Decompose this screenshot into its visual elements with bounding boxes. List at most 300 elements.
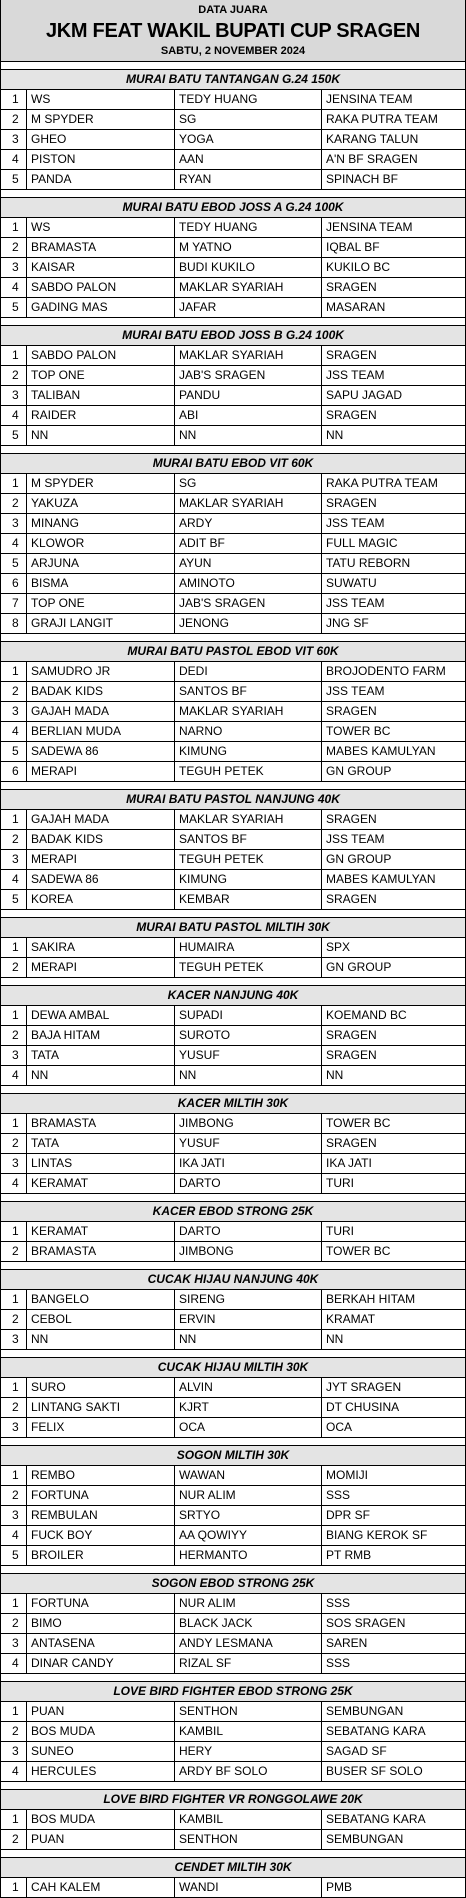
- bird-name-cell: BRAMASTA: [27, 1242, 175, 1261]
- team-cell: BIANG KEROK SF: [326, 1528, 428, 1542]
- rank-cell: 2: [1, 1486, 27, 1505]
- team-cell: MOMIJI: [326, 1468, 368, 1482]
- section-title: MURAI BATU PASTOL NANJUNG 40K: [1, 790, 465, 810]
- section-spacer: [1, 1674, 465, 1682]
- table-row: [1, 130, 465, 150]
- table-row: [1, 494, 465, 514]
- table-row: [1, 386, 465, 406]
- bird-name-cell: SABDO PALON: [27, 278, 175, 297]
- bird-name-cell: ARJUNA: [27, 554, 175, 573]
- rank-cell: 3: [1, 258, 27, 277]
- team-cell: A'N BF SRAGEN: [326, 152, 418, 166]
- owner-cell: RYAN: [175, 170, 322, 189]
- rank-cell: 2: [1, 830, 27, 849]
- table-row: [1, 426, 465, 446]
- rank-cell: 5: [1, 298, 27, 317]
- bird-name-cell: ANTASENA: [27, 1634, 175, 1653]
- bird-name-cell: KERAMAT: [27, 1222, 175, 1241]
- owner-cell: JAFAR: [175, 298, 322, 317]
- team-cell: PT RMB: [326, 1548, 372, 1562]
- owner-cell: SRTYO: [175, 1506, 322, 1525]
- table-row: [1, 722, 465, 742]
- owner-cell: WANDI: [175, 1878, 322, 1897]
- owner-cell: ARDY: [175, 514, 322, 533]
- bird-name-cell: FUCK BOY: [27, 1526, 175, 1545]
- bird-name-cell: TOP ONE: [27, 594, 175, 613]
- owner-cell: YOGA: [175, 130, 322, 149]
- owner-cell: AA QOWIYY: [175, 1526, 322, 1545]
- owner-cell: TEDY HUANG: [175, 218, 322, 237]
- table-row: [1, 890, 465, 910]
- team-cell: IQBAL BF: [326, 240, 380, 254]
- table-row: [1, 218, 465, 238]
- team-cell: JYT SRAGEN: [326, 1380, 402, 1394]
- section-spacer: [1, 782, 465, 790]
- table-row: [1, 1810, 465, 1830]
- rank-cell: 3: [1, 1046, 27, 1065]
- team-cell: BROJODENTO FARM: [326, 664, 446, 678]
- rank-cell: 2: [1, 1310, 27, 1329]
- team-cell: MABES KAMULYAN: [326, 744, 436, 758]
- owner-cell: ALVIN: [175, 1378, 322, 1397]
- team-cell: JSS TEAM: [326, 684, 385, 698]
- section-spacer: [1, 1350, 465, 1358]
- section-title: KACER EBOD STRONG 25K: [1, 1202, 465, 1222]
- rank-cell: 1: [1, 938, 27, 957]
- table-row: [1, 346, 465, 366]
- bird-name-cell: SAKIRA: [27, 938, 175, 957]
- table-row: [1, 810, 465, 830]
- table-row: [1, 1378, 465, 1398]
- owner-cell: DARTO: [175, 1222, 322, 1241]
- team-cell: SEBATANG KARA: [326, 1812, 426, 1826]
- team-cell: SAGAD SF: [326, 1744, 387, 1758]
- rank-cell: 1: [1, 1378, 27, 1397]
- bird-name-cell: M SPYDER: [27, 110, 175, 129]
- table-row: [1, 554, 465, 574]
- owner-cell: M YATNO: [175, 238, 322, 257]
- table-row: [1, 1174, 465, 1194]
- team-cell: PMB: [326, 1880, 353, 1894]
- owner-cell: HUMAIRA: [175, 938, 322, 957]
- team-cell: GN GROUP: [326, 852, 392, 866]
- rank-cell: 4: [1, 1174, 27, 1193]
- table-row: [1, 1466, 465, 1486]
- rank-cell: 5: [1, 554, 27, 573]
- rank-cell: 1: [1, 218, 27, 237]
- table-row: [1, 1330, 465, 1350]
- bird-name-cell: TATA: [27, 1134, 175, 1153]
- table-row: [1, 1722, 465, 1742]
- bird-name-cell: SADEWA 86: [27, 870, 175, 889]
- bird-name-cell: TALIBAN: [27, 386, 175, 405]
- rank-cell: 4: [1, 870, 27, 889]
- team-cell: SPX: [326, 940, 351, 954]
- owner-cell: JIMBONG: [175, 1242, 322, 1261]
- table-row: [1, 702, 465, 722]
- table-row: [1, 614, 465, 634]
- table-row: [1, 938, 465, 958]
- owner-cell: HERY: [175, 1742, 322, 1761]
- table-row: [1, 1154, 465, 1174]
- bird-name-cell: BIMO: [27, 1614, 175, 1633]
- table-row: [1, 1134, 465, 1154]
- table-row: [1, 870, 465, 890]
- bird-name-cell: GHEO: [27, 130, 175, 149]
- table-row: [1, 594, 465, 614]
- section-spacer: [1, 1086, 465, 1094]
- section-spacer: [1, 1850, 465, 1858]
- rank-cell: 5: [1, 890, 27, 909]
- team-cell: JENSINA TEAM: [326, 92, 413, 106]
- rank-cell: 4: [1, 1654, 27, 1673]
- owner-cell: SG: [175, 474, 322, 493]
- rank-cell: 5: [1, 426, 27, 445]
- team-cell: GN GROUP: [326, 960, 392, 974]
- table-row: [1, 1742, 465, 1762]
- rank-cell: 6: [1, 762, 27, 781]
- bird-name-cell: FORTUNA: [27, 1594, 175, 1613]
- rank-cell: 3: [1, 1742, 27, 1761]
- owner-cell: DEDI: [175, 662, 322, 681]
- owner-cell: NN: [175, 1066, 322, 1085]
- rank-cell: 1: [1, 1810, 27, 1829]
- bird-name-cell: BOS MUDA: [27, 1810, 175, 1829]
- rank-cell: 5: [1, 1546, 27, 1565]
- rank-cell: 1: [1, 1878, 27, 1897]
- section-title: KACER NANJUNG 40K: [1, 986, 465, 1006]
- bird-name-cell: MERAPI: [27, 762, 175, 781]
- owner-cell: IKA JATI: [175, 1154, 322, 1173]
- team-cell: JSS TEAM: [326, 368, 385, 382]
- page-title: JKM FEAT WAKIL BUPATI CUP SRAGEN: [45, 20, 421, 42]
- owner-cell: PANDU: [175, 386, 322, 405]
- bird-name-cell: BRAMASTA: [27, 238, 175, 257]
- team-cell: SRAGEN: [326, 704, 377, 718]
- owner-cell: MAKLAR SYARIAH: [175, 810, 322, 829]
- owner-cell: NARNO: [175, 722, 322, 741]
- rank-cell: 2: [1, 1722, 27, 1741]
- owner-cell: MAKLAR SYARIAH: [175, 494, 322, 513]
- bird-name-cell: KLOWOR: [27, 534, 175, 553]
- rank-cell: 1: [1, 1222, 27, 1241]
- table-row: [1, 1398, 465, 1418]
- team-cell: JSS TEAM: [326, 596, 385, 610]
- section-title: MURAI BATU EBOD VIT 60K: [1, 454, 465, 474]
- section-title: CUCAK HIJAU MILTIH 30K: [1, 1358, 465, 1378]
- rank-cell: 8: [1, 614, 27, 633]
- owner-cell: HERMANTO: [175, 1546, 322, 1565]
- bird-name-cell: DINAR CANDY: [27, 1654, 175, 1673]
- bird-name-cell: BRAMASTA: [27, 1114, 175, 1133]
- table-row: [1, 1418, 465, 1438]
- team-cell: SAPU JAGAD: [326, 388, 403, 402]
- table-row: [1, 514, 465, 534]
- table-row: [1, 1506, 465, 1526]
- owner-cell: TEDY HUANG: [175, 90, 322, 109]
- table-row: [1, 1290, 465, 1310]
- table-row: [1, 574, 465, 594]
- owner-cell: NUR ALIM: [175, 1486, 322, 1505]
- rank-cell: 5: [1, 742, 27, 761]
- owner-cell: AYUN: [175, 554, 322, 573]
- owner-cell: JAB'S SRAGEN: [175, 366, 322, 385]
- owner-cell: SUPADI: [175, 1006, 322, 1025]
- rank-cell: 3: [1, 1418, 27, 1437]
- team-cell: SSS: [326, 1488, 351, 1502]
- bird-name-cell: BERLIAN MUDA: [27, 722, 175, 741]
- team-cell: TOWER BC: [326, 1244, 391, 1258]
- bird-name-cell: PISTON: [27, 150, 175, 169]
- rank-cell: 4: [1, 150, 27, 169]
- team-cell: SRAGEN: [326, 408, 377, 422]
- table-row: [1, 1310, 465, 1330]
- owner-cell: NN: [175, 1330, 322, 1349]
- owner-cell: SG: [175, 110, 322, 129]
- section-title: KACER MILTIH 30K: [1, 1094, 465, 1114]
- table-row: [1, 1222, 465, 1242]
- owner-cell: RIZAL SF: [175, 1654, 322, 1673]
- rank-cell: 1: [1, 90, 27, 109]
- team-cell: FULL MAGIC: [326, 536, 398, 550]
- rank-cell: 3: [1, 130, 27, 149]
- owner-cell: AAN: [175, 150, 322, 169]
- bird-name-cell: KERAMAT: [27, 1174, 175, 1193]
- table-row: [1, 682, 465, 702]
- owner-cell: KJRT: [175, 1398, 322, 1417]
- sheet-header: [1, 0, 465, 62]
- team-cell: SUWATU: [326, 576, 377, 590]
- table-row: [1, 534, 465, 554]
- table-row: [1, 662, 465, 682]
- bird-name-cell: BADAK KIDS: [27, 682, 175, 701]
- team-cell: SSS: [326, 1596, 351, 1610]
- owner-cell: KIMUNG: [175, 870, 322, 889]
- rank-cell: 2: [1, 958, 27, 977]
- bird-name-cell: SABDO PALON: [27, 346, 175, 365]
- owner-cell: TEGUH PETEK: [175, 762, 322, 781]
- owner-cell: KEMBAR: [175, 890, 322, 909]
- bird-name-cell: GAJAH MADA: [27, 702, 175, 721]
- section-title: SOGON EBOD STRONG 25K: [1, 1574, 465, 1594]
- rank-cell: 4: [1, 406, 27, 425]
- table-row: [1, 1830, 465, 1850]
- team-cell: SEMBUNGAN: [326, 1704, 404, 1718]
- table-row: [1, 258, 465, 278]
- team-cell: NN: [326, 1332, 344, 1346]
- section-spacer: [1, 1782, 465, 1790]
- bird-name-cell: CEBOL: [27, 1310, 175, 1329]
- section-title: MURAI BATU EBOD JOSS B G.24 100K: [1, 326, 465, 346]
- table-row: [1, 110, 465, 130]
- bird-name-cell: KOREA: [27, 890, 175, 909]
- bird-name-cell: REMBO: [27, 1466, 175, 1485]
- owner-cell: ABI: [175, 406, 322, 425]
- rank-cell: 3: [1, 1506, 27, 1525]
- team-cell: SRAGEN: [326, 1048, 377, 1062]
- owner-cell: TEGUH PETEK: [175, 958, 322, 977]
- section-spacer: [1, 190, 465, 198]
- team-cell: SPINACH BF: [326, 172, 399, 186]
- rank-cell: 6: [1, 574, 27, 593]
- section-spacer: [1, 318, 465, 326]
- owner-cell: SENTHON: [175, 1702, 322, 1721]
- section-spacer: [1, 910, 465, 918]
- table-row: [1, 474, 465, 494]
- team-cell: RAKA PUTRA TEAM: [326, 112, 438, 126]
- bird-name-cell: NN: [27, 426, 175, 445]
- team-cell: SRAGEN: [326, 892, 377, 906]
- owner-cell: NUR ALIM: [175, 1594, 322, 1613]
- team-cell: JSS TEAM: [326, 516, 385, 530]
- bird-name-cell: SADEWA 86: [27, 742, 175, 761]
- table-row: [1, 1878, 465, 1898]
- bird-name-cell: SURO: [27, 1378, 175, 1397]
- table-row: [1, 170, 465, 190]
- team-cell: SEBATANG KARA: [326, 1724, 426, 1738]
- rank-cell: 4: [1, 534, 27, 553]
- owner-cell: SUROTO: [175, 1026, 322, 1045]
- table-row: [1, 1026, 465, 1046]
- table-row: [1, 90, 465, 110]
- rank-cell: 3: [1, 1634, 27, 1653]
- table-row: [1, 1546, 465, 1566]
- owner-cell: SIRENG: [175, 1290, 322, 1309]
- bird-name-cell: GAJAH MADA: [27, 810, 175, 829]
- table-row: [1, 742, 465, 762]
- table-row: [1, 1066, 465, 1086]
- team-cell: SRAGEN: [326, 280, 377, 294]
- table-row: [1, 1594, 465, 1614]
- team-cell: SOS SRAGEN: [326, 1616, 406, 1630]
- bird-name-cell: BROILER: [27, 1546, 175, 1565]
- bird-name-cell: BANGELO: [27, 1290, 175, 1309]
- table-row: [1, 958, 465, 978]
- team-cell: JNG SF: [326, 616, 369, 630]
- team-cell: SSS: [326, 1656, 351, 1670]
- owner-cell: ADIT BF: [175, 534, 322, 553]
- rank-cell: 3: [1, 386, 27, 405]
- bird-name-cell: RAIDER: [27, 406, 175, 425]
- owner-cell: SENTHON: [175, 1830, 322, 1849]
- owner-cell: KIMUNG: [175, 742, 322, 761]
- bird-name-cell: LINTAS: [27, 1154, 175, 1173]
- table-row: [1, 830, 465, 850]
- bird-name-cell: DEWA AMBAL: [27, 1006, 175, 1025]
- team-cell: BERKAH HITAM: [326, 1292, 416, 1306]
- table-row: [1, 238, 465, 258]
- owner-cell: MAKLAR SYARIAH: [175, 278, 322, 297]
- event-date: SABTU, 2 NOVEMBER 2024: [160, 45, 306, 57]
- rank-cell: 1: [1, 1702, 27, 1721]
- table-row: [1, 278, 465, 298]
- owner-cell: KAMBIL: [175, 1810, 322, 1829]
- table-row: [1, 1526, 465, 1546]
- owner-cell: MAKLAR SYARIAH: [175, 702, 322, 721]
- team-cell: OCA: [326, 1420, 353, 1434]
- team-cell: IKA JATI: [326, 1156, 372, 1170]
- team-cell: NN: [326, 428, 344, 442]
- bird-name-cell: PUAN: [27, 1830, 175, 1849]
- bird-name-cell: FORTUNA: [27, 1486, 175, 1505]
- team-cell: GN GROUP: [326, 764, 392, 778]
- bird-name-cell: MERAPI: [27, 850, 175, 869]
- table-row: [1, 1702, 465, 1722]
- bird-name-cell: PANDA: [27, 170, 175, 189]
- team-cell: TURI: [326, 1224, 354, 1238]
- bird-name-cell: GRAJI LANGIT: [27, 614, 175, 633]
- owner-cell: ERVIN: [175, 1310, 322, 1329]
- bird-name-cell: YAKUZA: [27, 494, 175, 513]
- team-cell: SRAGEN: [326, 812, 377, 826]
- team-cell: SRAGEN: [326, 1136, 377, 1150]
- owner-cell: YUSUF: [175, 1134, 322, 1153]
- owner-cell: TEGUH PETEK: [175, 850, 322, 869]
- bird-name-cell: SUNEO: [27, 1742, 175, 1761]
- rank-cell: 2: [1, 1026, 27, 1045]
- section-spacer: [1, 1566, 465, 1574]
- owner-cell: ARDY BF SOLO: [175, 1762, 322, 1781]
- table-row: [1, 1654, 465, 1674]
- owner-cell: JIMBONG: [175, 1114, 322, 1133]
- owner-cell: MAKLAR SYARIAH: [175, 346, 322, 365]
- team-cell: DPR SF: [326, 1508, 371, 1522]
- bird-name-cell: WS: [27, 218, 175, 237]
- bird-name-cell: BISMA: [27, 574, 175, 593]
- bird-name-cell: TATA: [27, 1046, 175, 1065]
- rank-cell: 1: [1, 662, 27, 681]
- section-title: MURAI BATU PASTOL MILTIH 30K: [1, 918, 465, 938]
- rank-cell: 2: [1, 1134, 27, 1153]
- bird-name-cell: REMBULAN: [27, 1506, 175, 1525]
- bird-name-cell: CAH KALEM: [27, 1878, 175, 1897]
- section-spacer: [1, 634, 465, 642]
- table-row: [1, 1486, 465, 1506]
- table-row: [1, 1046, 465, 1066]
- table-row: [1, 850, 465, 870]
- team-cell: TOWER BC: [326, 1116, 391, 1130]
- team-cell: BUSER SF SOLO: [326, 1764, 423, 1778]
- rank-cell: 3: [1, 702, 27, 721]
- rank-cell: 3: [1, 850, 27, 869]
- rank-cell: 2: [1, 494, 27, 513]
- results-sections: [1, 62, 465, 1898]
- rank-cell: 1: [1, 1006, 27, 1025]
- header-label: DATA JUARA: [198, 4, 268, 16]
- rank-cell: 1: [1, 1114, 27, 1133]
- team-cell: SAREN: [326, 1636, 368, 1650]
- team-cell: SEMBUNGAN: [326, 1832, 404, 1846]
- team-cell: JENSINA TEAM: [326, 220, 413, 234]
- section-title: MURAI BATU EBOD JOSS A G.24 100K: [1, 198, 465, 218]
- rank-cell: 2: [1, 682, 27, 701]
- team-cell: SRAGEN: [326, 1028, 377, 1042]
- team-cell: MASARAN: [326, 300, 386, 314]
- bird-name-cell: BAJA HITAM: [27, 1026, 175, 1045]
- rank-cell: 1: [1, 474, 27, 493]
- rank-cell: 3: [1, 514, 27, 533]
- owner-cell: BLACK JACK: [175, 1614, 322, 1633]
- section-spacer: [1, 1262, 465, 1270]
- section-spacer: [1, 978, 465, 986]
- section-title: LOVE BIRD FIGHTER EBOD STRONG 25K: [1, 1682, 465, 1702]
- owner-cell: JENONG: [175, 614, 322, 633]
- rank-cell: 4: [1, 278, 27, 297]
- section-title: SOGON MILTIH 30K: [1, 1446, 465, 1466]
- bird-name-cell: BADAK KIDS: [27, 830, 175, 849]
- table-row: [1, 1634, 465, 1654]
- table-row: [1, 1242, 465, 1262]
